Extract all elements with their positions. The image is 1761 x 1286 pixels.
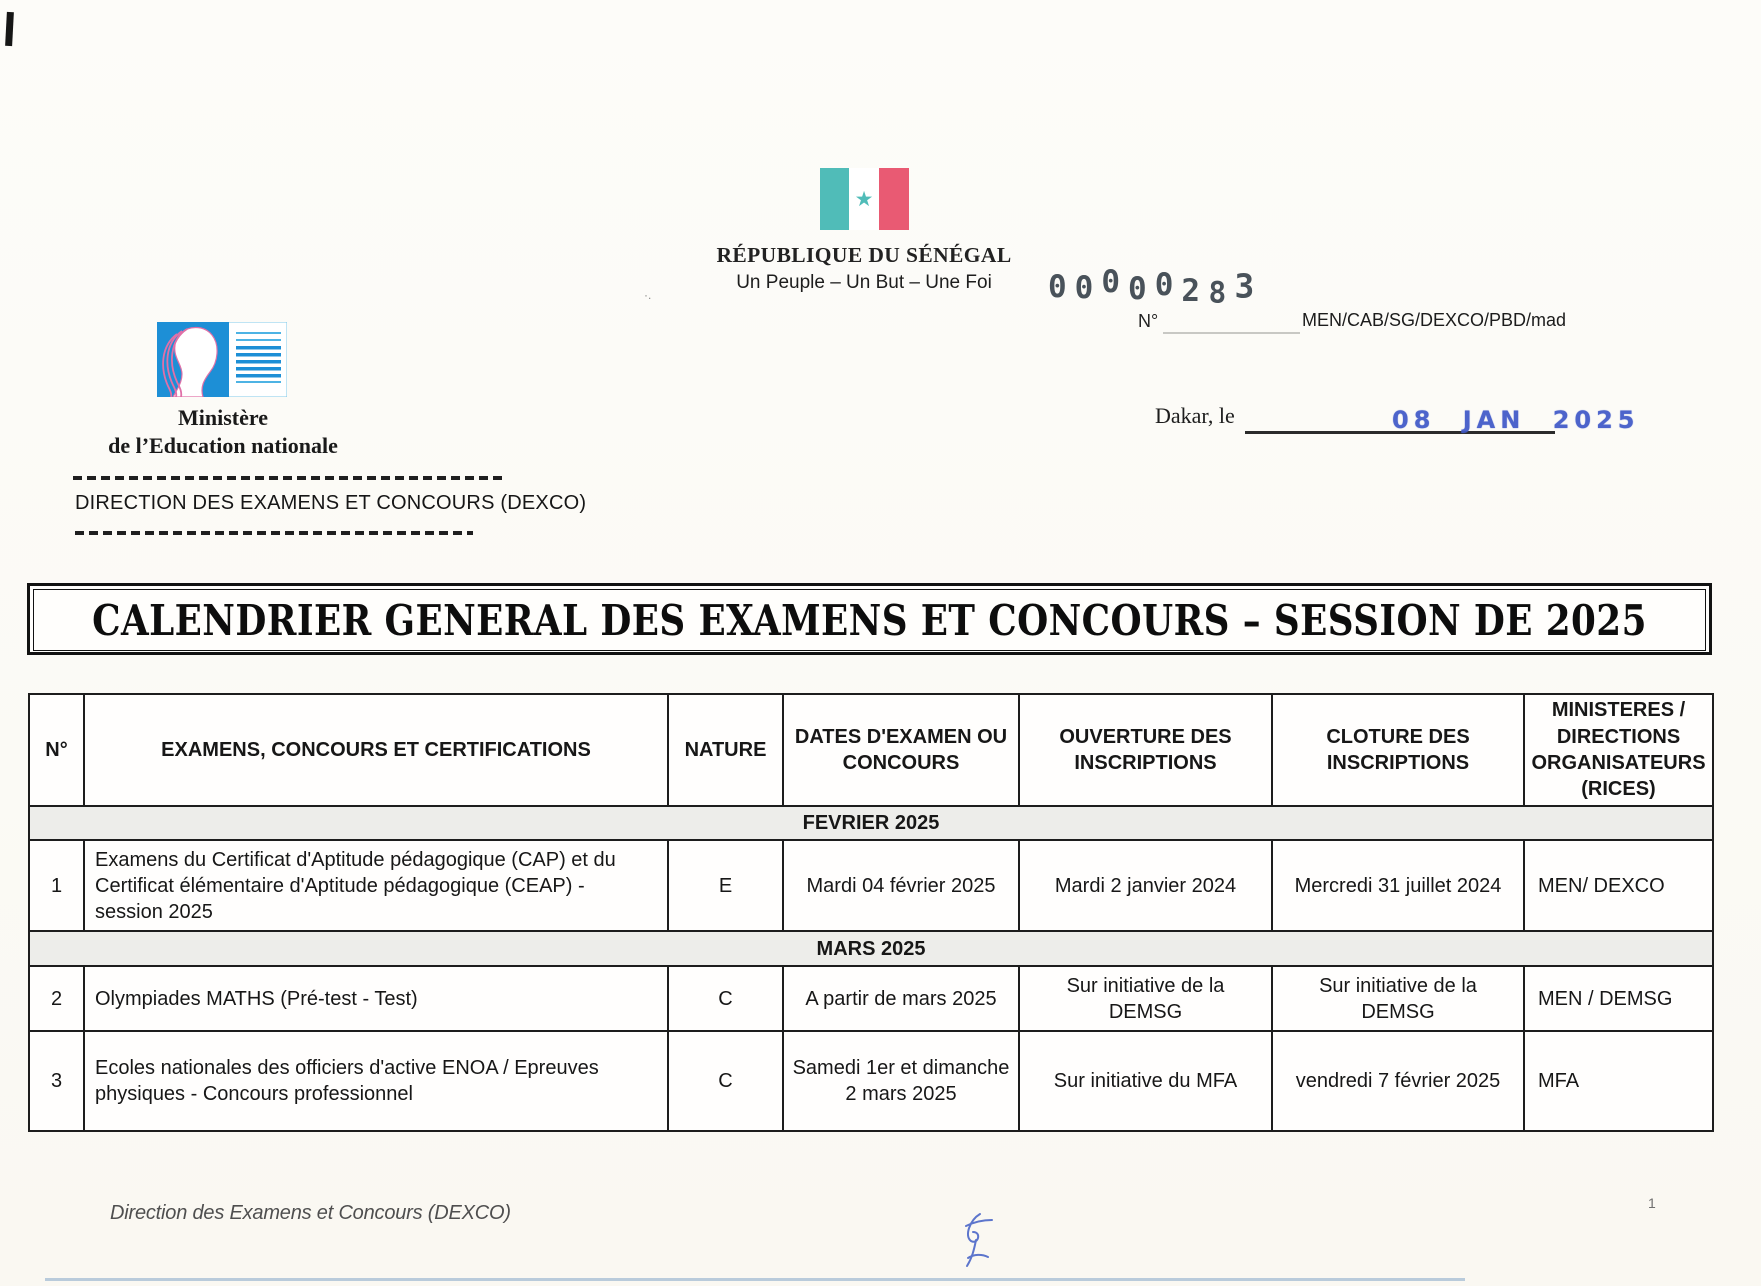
title-banner <box>27 583 1712 655</box>
cell-open: Mardi 2 janvier 2024 <box>1019 840 1272 931</box>
direction-label: DIRECTION DES EXAMENS ET CONCOURS (DEXCO) <box>75 492 587 514</box>
cell-exam: Olympiades MATHS (Pré-test - Test) <box>84 966 668 1031</box>
cell-exam: Ecoles nationales des officiers d'active ENOA / Epreuves physiques - Concours professionnel <box>84 1031 668 1131</box>
table-row <box>29 1031 1713 1131</box>
section-label: FEVRIER 2025 <box>29 806 1713 840</box>
cell-close: Sur initiative de la DEMSG <box>1272 966 1524 1031</box>
footer-direction-label: Direction des Examens et Concours (DEXCO) <box>110 1202 511 1224</box>
cell-nature: C <box>668 966 783 1031</box>
table-row <box>29 966 1713 1031</box>
republic-title: RÉPUBLIQUE DU SÉNÉGAL <box>716 243 1012 267</box>
ministry-name-line1: Ministère <box>177 405 268 430</box>
scan-artifact-line <box>45 1278 1465 1281</box>
col-header-open: OUVERTURE DES INSCRIPTIONS <box>1019 694 1272 806</box>
cell-org: MFA <box>1524 1031 1713 1131</box>
senegal-flag-icon <box>820 168 909 230</box>
ministry-logo-icon <box>157 322 287 397</box>
cell-nature: E <box>668 840 783 931</box>
col-header-close: CLOTURE DES INSCRIPTIONS <box>1272 694 1524 806</box>
cell-nature: C <box>668 1031 783 1131</box>
cell-open: Sur initiative de la DEMSG <box>1019 966 1272 1031</box>
cell-org: MEN / DEMSG <box>1524 966 1713 1031</box>
section-row-mars <box>29 931 1713 966</box>
ministry-name-line2: de l’Education nationale <box>108 432 338 458</box>
scan-artifact-mark <box>5 12 14 46</box>
page-title: CALENDRIER GENERAL DES EXAMENS ET CONCOURS – SESSION DE 2025 <box>92 595 1647 645</box>
place-date-label: Dakar, le <box>1155 403 1235 428</box>
cell-date: Mardi 04 février 2025 <box>783 840 1019 931</box>
cell-exam: Examens du Certificat d'Aptitude pédagogique (CAP) et du Certificat élémentaire d'Aptitude pédagogique (CEAP) - session 2025 <box>84 840 668 931</box>
col-header-num: N° <box>29 694 84 806</box>
flag-red-band <box>879 168 909 230</box>
cell-close: vendredi 7 février 2025 <box>1272 1031 1524 1131</box>
signature-paraph-icon <box>958 1210 998 1270</box>
dashed-divider <box>75 531 473 535</box>
section-label: MARS 2025 <box>29 931 1713 966</box>
date-stamp: 08 JAN 2025 <box>1392 406 1640 434</box>
cell-close: Mercredi 31 juillet 2024 <box>1272 840 1524 931</box>
cell-open: Sur initiative du MFA <box>1019 1031 1272 1131</box>
ref-number-label: N° <box>1138 311 1159 331</box>
national-header <box>714 168 1014 294</box>
title-banner-inner <box>33 589 1706 651</box>
cell-num: 1 <box>29 840 84 931</box>
flag-star-icon: ★ <box>854 187 874 211</box>
col-header-org: MINISTERES / DIRECTIONS ORGANISATEURS (RICES) <box>1524 694 1713 806</box>
cell-date: Samedi 1er et dimanche 2 mars 2025 <box>783 1031 1019 1131</box>
ref-number-value: MEN/CAB/SG/DEXCO/PBD/mad <box>1302 310 1567 330</box>
ref-number-underline <box>1163 332 1300 334</box>
section-row-fevrier <box>29 806 1713 840</box>
flag-green-band <box>820 168 850 230</box>
col-header-nature: NATURE <box>668 694 783 806</box>
stamp-number: 0 0 0 0 0 2 8 3 <box>1048 264 1254 311</box>
ministry-name <box>73 404 373 459</box>
col-header-dates: DATES D'EXAMEN OU CONCOURS <box>783 694 1019 806</box>
cell-org: MEN/ DEXCO <box>1524 840 1713 931</box>
cell-num: 2 <box>29 966 84 1031</box>
page-number: 1 <box>1648 1195 1656 1211</box>
exam-calendar-table <box>28 693 1714 1132</box>
scan-artifact-speck: ·. <box>644 288 652 302</box>
cell-date: A partir de mars 2025 <box>783 966 1019 1031</box>
table-header-row <box>29 694 1713 806</box>
cell-num: 3 <box>29 1031 84 1131</box>
flag-white-band <box>849 168 879 230</box>
dashed-divider <box>73 476 505 480</box>
table-row <box>29 840 1713 931</box>
calendar-table-wrapper <box>28 693 1714 1132</box>
col-header-exams: EXAMENS, CONCOURS ET CERTIFICATIONS <box>84 694 668 806</box>
national-motto: Un Peuple – Un But – Une Foi <box>736 272 992 293</box>
